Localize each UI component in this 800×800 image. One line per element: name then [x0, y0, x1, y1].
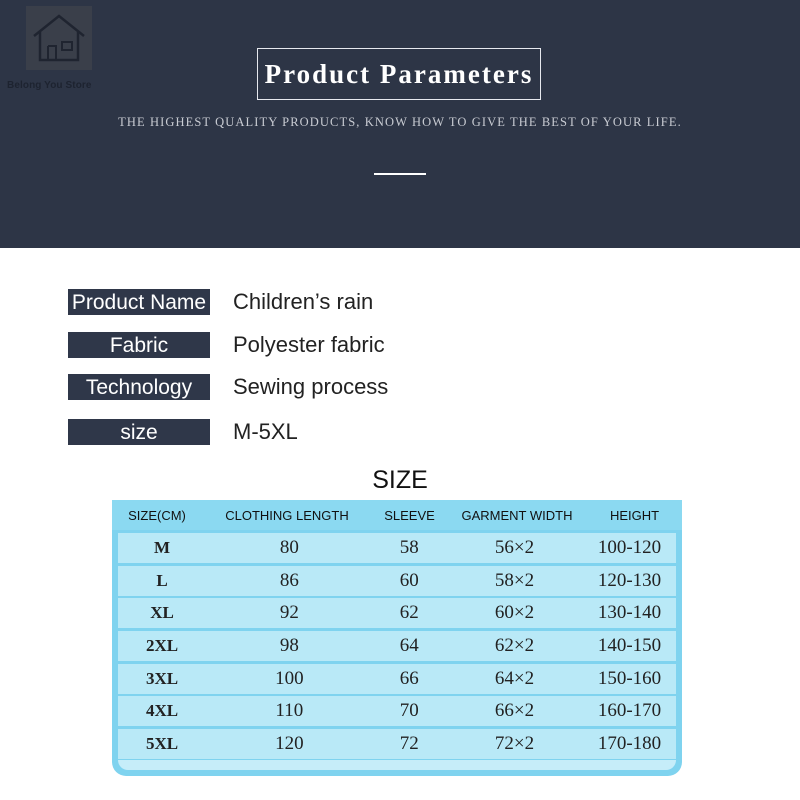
table-cell: 80	[279, 537, 299, 558]
param-row-technology	[68, 374, 388, 400]
table-cell: M	[154, 538, 171, 557]
table-cell: 64	[399, 635, 419, 657]
table-cell: 120	[275, 733, 304, 755]
table-cell: 60×2	[494, 602, 535, 624]
column-header: CLOTHING LENGTH	[225, 507, 349, 523]
column-header: SLEEVE	[384, 507, 435, 523]
page-title: Product Parameters	[264, 58, 534, 89]
table-cell: 72×2	[494, 733, 535, 755]
column-header: GARMENT WIDTH	[461, 507, 573, 523]
page-subtitle: THE HIGHEST QUALITY PRODUCTS, KNOW HOW TO GIVE THE BEST OF YOUR LIFE.	[118, 115, 682, 129]
table-row	[118, 664, 676, 694]
size-heading: SIZE	[372, 466, 428, 494]
table-cell: 150-160	[597, 667, 662, 689]
column-header: SIZE(CM)	[128, 507, 186, 523]
table-row	[118, 598, 676, 628]
table-cell: 4XL	[145, 701, 179, 721]
param-row-product-name	[68, 289, 373, 315]
header-banner	[0, 0, 800, 248]
table-cell: 120-130	[597, 569, 662, 591]
column-header: HEIGHT	[609, 507, 660, 523]
table-cell: 140-150	[597, 635, 662, 657]
table-cell: 56×2	[494, 537, 535, 558]
param-label: Fabric	[68, 332, 210, 358]
table-cell: 62	[399, 602, 419, 624]
table-cell: 2XL	[145, 636, 179, 656]
param-label: Product Name	[68, 289, 210, 315]
param-row-size	[68, 419, 298, 445]
table-cell: 64×2	[494, 667, 535, 689]
table-cell: 100-120	[597, 537, 662, 558]
table-cell: 5XL	[145, 734, 179, 754]
size-table	[112, 500, 682, 776]
title-frame	[257, 48, 541, 100]
table-row	[118, 566, 676, 596]
table-cell: 62×2	[494, 635, 535, 657]
table-cell: 110	[275, 700, 304, 722]
store-logo	[26, 6, 92, 70]
table-cell: 72	[399, 733, 419, 755]
divider	[374, 173, 426, 175]
table-cell: 58×2	[494, 569, 535, 591]
table-cell: 130-140	[597, 602, 662, 624]
table-cell: 66×2	[494, 700, 535, 722]
param-label: size	[68, 419, 210, 445]
table-row	[118, 696, 676, 726]
param-row-fabric	[68, 332, 385, 358]
table-cell: 160-170	[597, 700, 662, 722]
table-cell: 70	[399, 700, 419, 722]
table-cell: 58	[399, 537, 419, 558]
param-value: Polyester fabric	[233, 332, 385, 357]
param-value: Children’s rain	[233, 289, 374, 314]
table-row	[118, 631, 676, 661]
table-body	[118, 533, 676, 762]
table-cell: L	[156, 570, 168, 590]
table-header	[112, 500, 682, 530]
table-cell: 98	[279, 635, 299, 657]
table-cell: 100	[275, 667, 304, 689]
param-value: Sewing process	[233, 374, 389, 399]
table-row	[118, 533, 676, 563]
table-cell: XL	[150, 603, 174, 623]
table-cell: 66	[399, 667, 419, 689]
table-cell: 3XL	[145, 668, 179, 688]
param-label: Technology	[68, 374, 210, 400]
table-cell: 60	[399, 569, 419, 591]
logo-text: Belong You Store	[7, 80, 92, 91]
param-value: M-5XL	[233, 419, 298, 444]
house-icon	[26, 6, 92, 70]
table-cell: 86	[279, 569, 299, 591]
table-cell: 92	[279, 602, 299, 624]
table-row	[118, 729, 676, 759]
table-cell: 170-180	[597, 733, 662, 755]
